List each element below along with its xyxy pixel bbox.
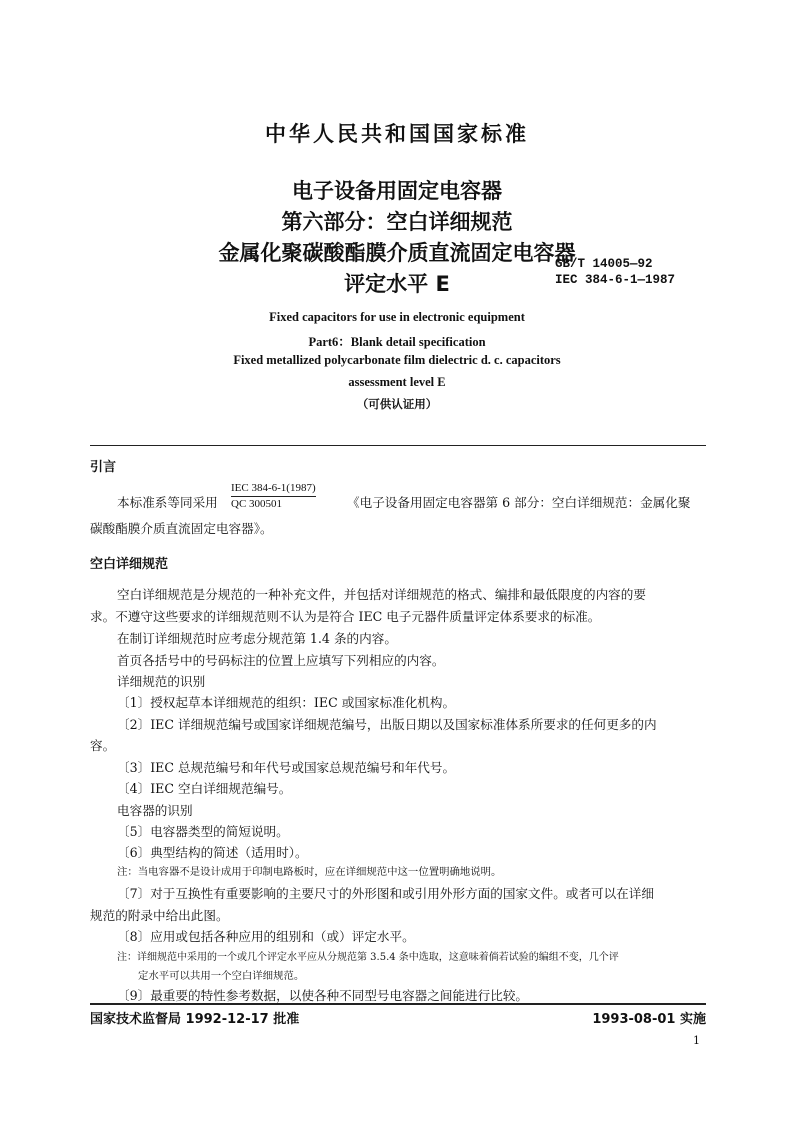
list-item-2-continued: 容。 xyxy=(90,738,116,753)
list-item-7: 〔7〕对于互换性有重要影响的主要尺寸的外形图和或引用外形方面的国家文件。或者可以在详细 xyxy=(117,886,654,901)
list-item-1: 〔1〕授权起草本详细规范的组织：IEC 或国家标准化机构。 xyxy=(117,695,456,710)
page-number: 1 xyxy=(693,1034,700,1047)
list-item-5: 〔5〕电容器类型的简短说明。 xyxy=(117,824,289,839)
english-title-line-3: Fixed metallized polycarbonate film dielectric d. c. capacitors xyxy=(233,353,561,367)
list-item-4: 〔4〕IEC 空白详细规范编号。 xyxy=(117,781,292,796)
english-title-line-4: assessment level E xyxy=(348,375,446,389)
title-line-1: 电子设备用固定电容器 xyxy=(292,179,502,203)
intro-line-2: 碳酸酯膜介质直流固定电容器》。 xyxy=(90,521,273,536)
footer-divider xyxy=(90,1003,706,1005)
paragraph-line: 在制订详细规范时应考虑分规范第 1.4 条的内容。 xyxy=(117,631,397,646)
title-line-2: 第六部分：空白详细规范 xyxy=(281,210,513,234)
list-item-6: 〔6〕典型结构的简述（适用时）。 xyxy=(117,845,308,860)
title-line-3: 金属化聚碳酸酯膜介质直流固定电容器 xyxy=(218,241,576,265)
paragraph-line: 空白详细规范是分规范的一种补充文件，并包括对详细规范的格式、编排和最低限度的内容的要 xyxy=(117,587,646,602)
list-item-9: 〔9〕最重要的特性参考数据，以使各种不同型号电容器之间能进行比较。 xyxy=(117,988,529,1003)
subheading-capacitor-identification: 电容器的识别 xyxy=(117,803,193,818)
paragraph-line: 首页各括号中的号码标注的位置上应填写下列相应的内容。 xyxy=(117,653,445,668)
note-2: 注：详细规范中采用的一个或几个评定水平应从分规范第 3.5.4 条中选取，这意味着倘若试验的编组不变，几个评 xyxy=(117,952,619,963)
list-item-8: 〔8〕应用或包括各种应用的组别和（或）评定水平。 xyxy=(117,929,415,944)
note-1: 注：当电容器不是设计成用于印制电路板时，应在详细规范中这一位置明确地说明。 xyxy=(117,866,502,878)
english-title-line-1: Fixed capacitors for use in electronic equipment xyxy=(269,310,525,324)
reference-top: IEC 384-6-1(1987) xyxy=(231,481,316,497)
english-title-line-2: Part6：Blank detail specification xyxy=(308,335,486,349)
standard-number: GB/T 14005—92 xyxy=(555,257,653,271)
title-line-4: 评定水平 E xyxy=(344,272,450,296)
subheading-spec-identification: 详细规范的识别 xyxy=(117,674,206,689)
intro-heading: 引言 xyxy=(90,460,117,475)
iec-number: IEC 384-6-1—1987 xyxy=(555,273,676,287)
reference-stack xyxy=(231,481,316,511)
implementation-date: 1993-08-01 实施 xyxy=(592,1012,706,1027)
intro-suffix: 《电子设备用固定电容器第 6 部分：空白详细规范：金属化聚 xyxy=(347,495,691,510)
note-2-continued: 定水平可以共用一个空白详细规范。 xyxy=(138,970,305,982)
approval-statement: 国家技术监督局 1992-12-17 批准 xyxy=(90,1012,300,1027)
list-item-7-continued: 规范的附录中给出此图。 xyxy=(90,908,229,923)
intro-prefix: 本标准系等同采用 xyxy=(117,495,218,510)
certification-note: （可供认证用） xyxy=(356,399,438,411)
reference-bottom: QC 300501 xyxy=(231,498,283,510)
national-standard-title: 中华人民共和国国家标准 xyxy=(265,121,529,146)
list-item-2: 〔2〕IEC 详细规范编号或国家详细规范编号，出版日期以及国家标准体系所要求的任何更多的内 xyxy=(117,717,657,732)
list-item-3: 〔3〕IEC 总规范编号和年代号或国家总规范编号和年代号。 xyxy=(117,760,456,775)
paragraph-line: 求。不遵守这些要求的详细规范则不认为是符合 IEC 电子元器件质量评定体系要求的标准。 xyxy=(90,609,601,624)
header-divider xyxy=(90,445,706,446)
blank-spec-heading: 空白详细规范 xyxy=(90,557,169,572)
